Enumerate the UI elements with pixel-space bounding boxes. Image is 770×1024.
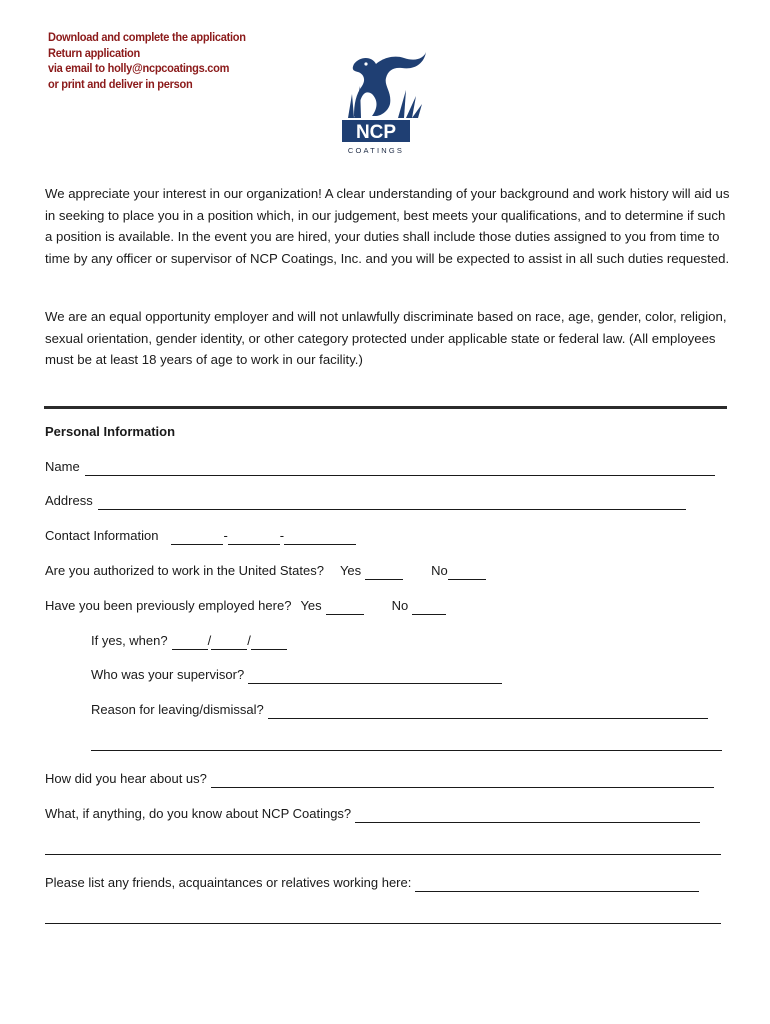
logo-brand: NCP <box>355 122 397 143</box>
hear-field[interactable] <box>211 773 714 788</box>
when-month-field[interactable] <box>172 635 208 650</box>
when-year-field[interactable] <box>251 635 287 650</box>
bird-icon <box>353 52 426 116</box>
previous-no-field[interactable] <box>412 600 446 615</box>
friends-label: Please list any friends, acquaintances or relatives working here: <box>45 875 412 890</box>
phone-separator: - <box>223 528 228 543</box>
phone-area-field[interactable] <box>171 530 223 545</box>
section-heading: Personal Information <box>45 424 176 439</box>
address-row <box>45 492 686 510</box>
reason-field-continued[interactable] <box>91 750 722 751</box>
contact-row <box>45 527 356 545</box>
name-label: Name <box>45 459 80 474</box>
address-label: Address <box>45 493 93 508</box>
know-field[interactable] <box>355 808 700 823</box>
no-label: No <box>431 563 448 578</box>
yes-label: Yes <box>339 563 362 578</box>
date-separator: / <box>207 633 212 648</box>
date-separator: / <box>247 633 251 648</box>
logo-subtitle: COATINGS <box>347 146 405 155</box>
instruction-line: Download and complete the application <box>48 30 246 44</box>
when-row <box>91 632 287 650</box>
reason-row <box>91 701 708 719</box>
friends-row <box>45 874 699 892</box>
reason-label: Reason for leaving/dismissal? <box>91 702 264 717</box>
phone-separator: - <box>279 528 285 543</box>
friends-field-continued[interactable] <box>45 923 721 924</box>
supervisor-field[interactable] <box>248 669 502 684</box>
know-field-continued[interactable] <box>45 854 721 855</box>
authorized-question: Are you authorized to work in the United States? <box>45 563 324 578</box>
previous-question: Have you been previously employed here? <box>45 598 292 613</box>
when-day-field[interactable] <box>211 635 247 650</box>
supervisor-row <box>91 666 502 684</box>
when-label: If yes, when? <box>91 633 168 648</box>
reason-field[interactable] <box>268 704 708 719</box>
authorized-no-field[interactable] <box>448 565 486 580</box>
yes-label: Yes <box>300 598 322 613</box>
intro-paragraph: We appreciate your interest in our organization! A clear understanding of your background and work history will aid us in seeking to place you in a position which, in our judgement, best meets your qualifications, and to determine if such a position is available. In the event you are hired, your duties shall include those duties assigned to you from time to time by any officer or supervisor of NCP Coatings, Inc. and you will be expected to assist in all such duties requested. <box>45 186 730 266</box>
phone-line-field[interactable] <box>284 530 356 545</box>
ncp-logo <box>336 50 428 160</box>
phone-prefix-field[interactable] <box>228 530 280 545</box>
hear-label: How did you hear about us? <box>45 771 207 786</box>
name-row <box>45 458 715 476</box>
know-label: What, if anything, do you know about NCP Coatings? <box>45 806 352 821</box>
name-field[interactable] <box>85 461 715 476</box>
previous-yes-field[interactable] <box>326 600 364 615</box>
instruction-line: via email to holly@ncpcoatings.com <box>48 61 230 75</box>
authorized-row <box>45 562 486 580</box>
instruction-line: or print and deliver in person <box>48 76 193 91</box>
no-label: No <box>391 598 409 613</box>
authorized-yes-field[interactable] <box>365 565 403 580</box>
contact-label: Contact Information <box>45 528 159 543</box>
previous-employment-row <box>45 597 446 615</box>
application-instructions <box>48 30 324 92</box>
hear-row <box>45 770 714 788</box>
friends-field[interactable] <box>415 877 699 892</box>
eeo-statement: We are an equal opportunity employer and will not unlawfully discriminate based on race, age, gender, color, religion, sexual orientation, gender identity, or other category protected under applicable state or federal law. (All employees must be at least 18 years of age to work in our facility.) <box>45 309 727 368</box>
know-row <box>45 805 700 823</box>
supervisor-label: Who was your supervisor? <box>91 667 245 682</box>
section-divider <box>44 406 727 409</box>
address-field[interactable] <box>98 495 686 510</box>
instruction-line: Return application <box>48 45 140 60</box>
